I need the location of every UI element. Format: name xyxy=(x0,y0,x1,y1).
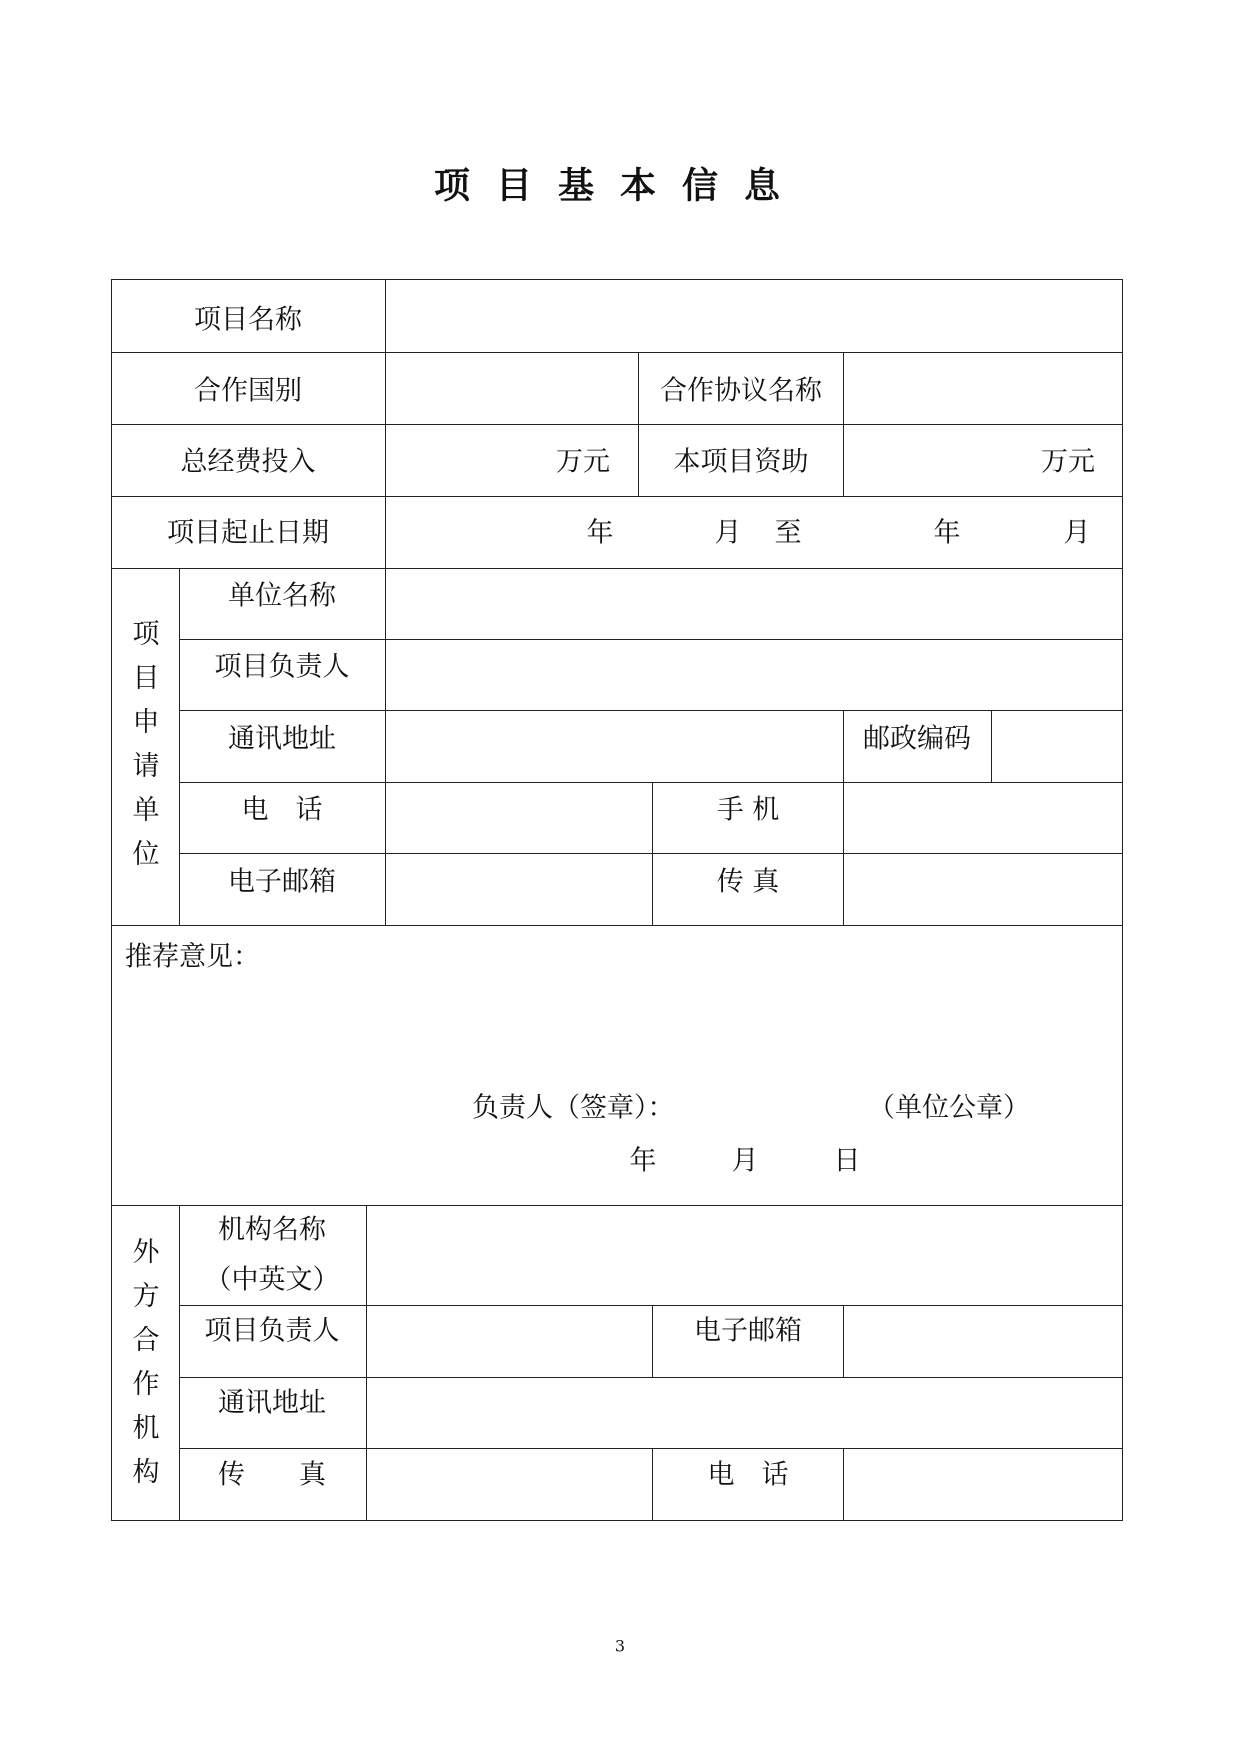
applicant-address-label: 通讯地址 xyxy=(228,723,336,755)
signer-label: 负责人（签章）： xyxy=(472,1092,675,1124)
applicant-leader-label: 项目负责人 xyxy=(214,651,350,683)
recommendation-field[interactable] xyxy=(112,980,1122,1080)
foreign-org-label-line2: （中英文） xyxy=(204,1264,340,1296)
foreign-phone-field[interactable] xyxy=(844,1449,1122,1520)
foreign-fax-field[interactable] xyxy=(367,1449,652,1520)
applicant-org-label: 单位名称 xyxy=(228,580,336,612)
project-name-label: 项目名称 xyxy=(194,304,302,336)
to-label: 至 xyxy=(774,517,802,549)
project-name-field[interactable] xyxy=(386,280,1122,352)
foreign-side-label: 外 方 合 作 机 构 xyxy=(132,1237,160,1488)
applicant-address-field[interactable] xyxy=(386,711,843,782)
rec-day-unit: 日 xyxy=(833,1145,861,1177)
end-year-unit: 年 xyxy=(933,517,961,549)
foreign-fax-label: 传 真 xyxy=(218,1459,326,1491)
dates-field[interactable] xyxy=(386,497,1122,568)
foreign-address-label: 通讯地址 xyxy=(218,1387,326,1419)
agreement-label: 合作协议名称 xyxy=(660,375,822,407)
foreign-leader-field[interactable] xyxy=(367,1306,652,1377)
rec-year-unit: 年 xyxy=(629,1145,657,1177)
applicant-leader-field[interactable] xyxy=(386,640,1122,710)
applicant-email-field[interactable] xyxy=(386,854,652,925)
rec-month-unit: 月 xyxy=(731,1145,759,1177)
page-number: 3 xyxy=(614,1636,626,1656)
start-month-unit: 月 xyxy=(714,517,742,549)
foreign-email-label: 电子邮箱 xyxy=(694,1315,802,1347)
foreign-phone-label: 电 话 xyxy=(707,1459,789,1491)
end-month-unit: 月 xyxy=(1063,517,1091,549)
foreign-org-field[interactable] xyxy=(367,1206,1122,1305)
applicant-fax-field[interactable] xyxy=(844,854,1122,925)
applicant-postal-label: 邮政编码 xyxy=(863,723,971,755)
recommendation-label: 推荐意见： xyxy=(125,941,260,973)
foreign-org-label-line1: 机构名称 xyxy=(218,1214,326,1246)
applicant-postal-field[interactable] xyxy=(992,711,1122,782)
foreign-address-field[interactable] xyxy=(367,1378,1122,1448)
applicant-mobile-field[interactable] xyxy=(844,783,1122,853)
page-title: 项目基本信息 xyxy=(433,164,807,207)
applicant-side-label: 项 目 申 请 单 位 xyxy=(132,619,160,870)
applicant-fax-label: 传 真 xyxy=(716,866,780,898)
applicant-phone-field[interactable] xyxy=(386,783,652,853)
applicant-email-label: 电子邮箱 xyxy=(228,866,336,898)
start-year-unit: 年 xyxy=(586,517,614,549)
foreign-email-field[interactable] xyxy=(844,1306,1122,1377)
dates-label: 项目起止日期 xyxy=(167,517,329,549)
total-funding-label: 总经费投入 xyxy=(180,446,316,478)
seal-label: （单位公章） xyxy=(868,1092,1030,1124)
foreign-leader-label: 项目负责人 xyxy=(204,1315,340,1347)
funding-unit: 万元 xyxy=(1041,446,1095,478)
agreement-field[interactable] xyxy=(844,353,1122,424)
applicant-phone-label: 电 话 xyxy=(241,794,323,826)
country-field[interactable] xyxy=(386,353,638,424)
country-label: 合作国别 xyxy=(194,375,302,407)
total-funding-unit: 万元 xyxy=(556,446,610,478)
applicant-mobile-label: 手 机 xyxy=(716,794,780,826)
funding-label: 本项目资助 xyxy=(673,446,809,478)
applicant-org-field[interactable] xyxy=(386,569,1122,639)
